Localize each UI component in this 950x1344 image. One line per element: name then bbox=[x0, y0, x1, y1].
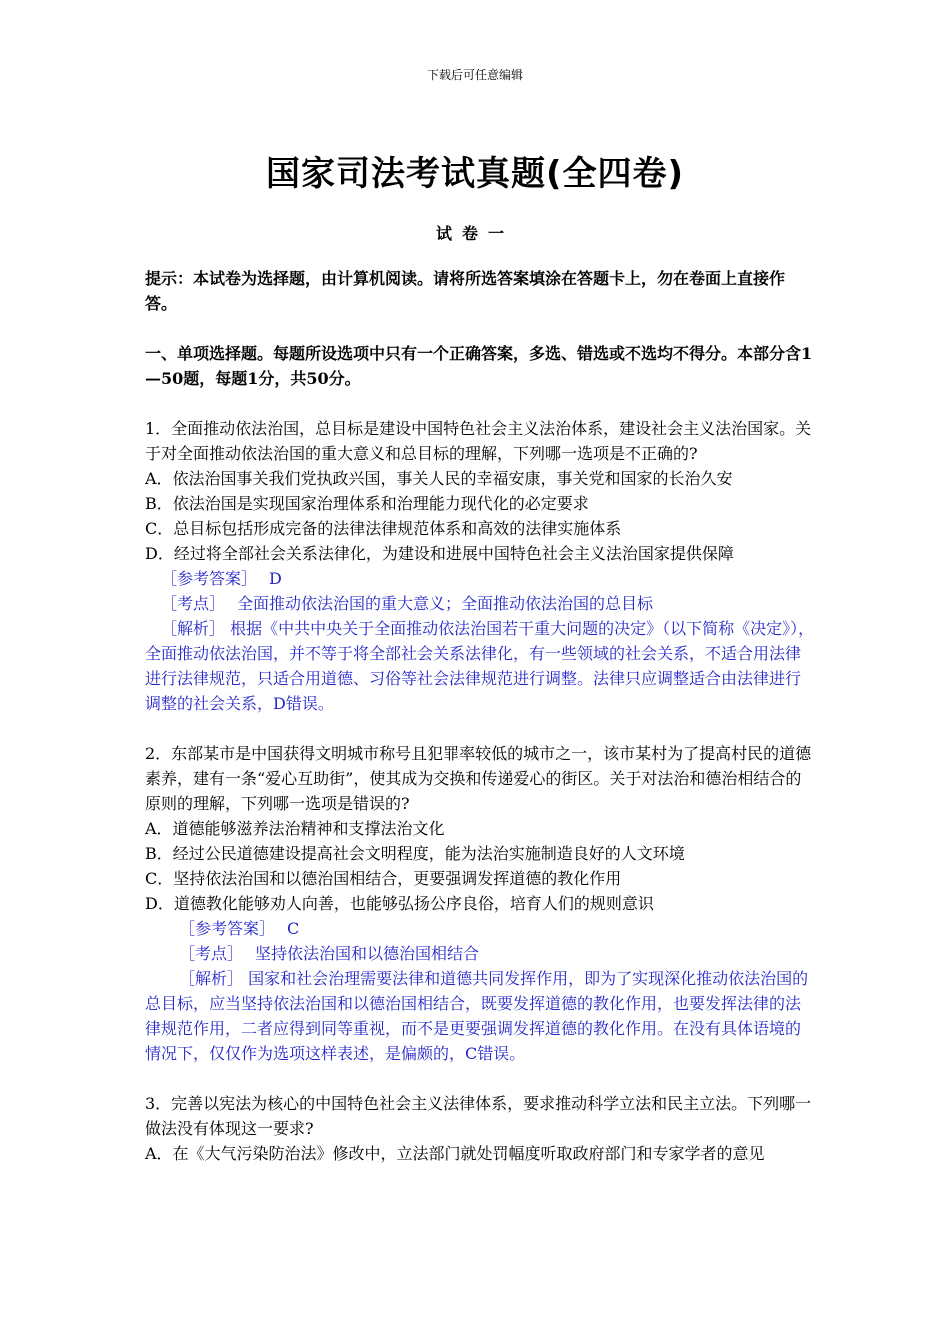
option-b: B．依法治国是实现国家治理体系和治理能力现代化的必定要求 bbox=[145, 494, 589, 513]
point-text: 全面推动依法治国的重大意义；全面推动依法治国的总目标 bbox=[237, 594, 654, 613]
answer-value: C bbox=[287, 919, 300, 938]
reference-answer bbox=[145, 916, 815, 941]
exam-point bbox=[145, 591, 815, 616]
option-c: C．总目标包括形成完备的法律法律规范体系和高效的法律实施体系 bbox=[145, 519, 622, 538]
option-a: A．道德能够滋养法治精神和支撑法治文化 bbox=[145, 819, 445, 838]
analysis bbox=[145, 966, 815, 1066]
document-body bbox=[145, 266, 815, 1166]
paper-subtitle: 试卷一 bbox=[435, 224, 514, 243]
exam-point bbox=[145, 941, 815, 966]
analysis-label: ［解析］ bbox=[161, 619, 226, 638]
option-a: A．依法治国事关我们党执政兴国，事关人民的幸福安康，事关党和国家的长治久安 bbox=[145, 469, 733, 488]
question-stem: 2．东部某市是中国获得文明城市称号且犯罪率较低的城市之一，该市某村为了提高村民的道德素养，建有一条“爱心互助街”，使其成为交换和传递爱心的街区。关于对法治和德治相结合的原则的理解，下列哪一选项是错误的? bbox=[145, 744, 812, 813]
exam-notice: 提示：本试卷为选择题，由计算机阅读。请将所选答案填涂在答题卡上，勿在卷面上直接作答。 bbox=[145, 269, 786, 313]
question-1 bbox=[145, 416, 815, 716]
reference-answer bbox=[145, 566, 815, 591]
point-label: ［考点］ bbox=[161, 594, 226, 613]
analysis-text: 国家和社会治理需要法律和道德共同发挥作用，即为了实现深化推动依法治国的总目标，应当坚持依法治国和以德治国相结合，既要发挥道德的教化作用，也要发挥法律的法律规范作用，二者应得到同等重视，而不是更要强调发挥道德的教化作用。在没有具体语境的情况下，仅仅作为选项这样表述，是偏颇的，C错误。 bbox=[145, 969, 809, 1063]
analysis-text: 根据《中共中央关于全面推动依法治国若干重大问题的决定》（以下简称《决定》），全面推动依法治国，并不等于将全部社会关系法律化，有一些领域的社会关系，不适合用法律进行法律规范，只适合用道德、习俗等社会法律规范进行调整。法律只应调整适合由法律进行调整的社会关系，D错误。 bbox=[145, 619, 815, 713]
option-d: D．道德教化能够劝人向善，也能够弘扬公序良俗，培育人们的规则意识 bbox=[145, 894, 654, 913]
answer-label: ［参考答案］ bbox=[179, 919, 276, 938]
header-note: 下载后可任意编辑 bbox=[426, 68, 523, 82]
page-title: 国家司法考试真题(全四卷) bbox=[265, 154, 685, 194]
point-label: ［考点］ bbox=[179, 944, 244, 963]
analysis-label: ［解析］ bbox=[179, 969, 244, 988]
answer-value: D bbox=[269, 569, 282, 588]
question-2 bbox=[145, 741, 815, 1066]
option-d: D．经过将全部社会关系法律化，为建设和进展中国特色社会主义法治国家提供保障 bbox=[145, 544, 734, 563]
option-c: C．坚持依法治国和以德治国相结合，更要强调发挥道德的教化作用 bbox=[145, 869, 622, 888]
option-b: B．经过公民道德建设提高社会文明程度，能为法治实施制造良好的人文环境 bbox=[145, 844, 685, 863]
answer-label: ［参考答案］ bbox=[161, 569, 258, 588]
option-a: A．在《大气污染防治法》修改中，立法部门就处罚幅度听取政府部门和专家学者的意见 bbox=[145, 1144, 765, 1163]
analysis bbox=[145, 616, 815, 716]
question-stem: 3．完善以宪法为核心的中国特色社会主义法律体系，要求推动科学立法和民主立法。下列哪一做法没有体现这一要求? bbox=[145, 1094, 812, 1138]
question-3 bbox=[145, 1091, 815, 1166]
section-heading: 一、单项选择题。每题所设选项中只有一个正确答案，多选、错选或不选均不得分。本部分含1—50题，每题1分，共50分。 bbox=[145, 344, 813, 388]
question-stem: 1．全面推动依法治国，总目标是建设中国特色社会主义法治体系，建设社会主义法治国家。关于对全面推动依法治国的重大意义和总目标的理解，下列哪一选项是不正确的? bbox=[145, 419, 812, 463]
point-text: 坚持依法治国和以德治国相结合 bbox=[255, 944, 480, 963]
